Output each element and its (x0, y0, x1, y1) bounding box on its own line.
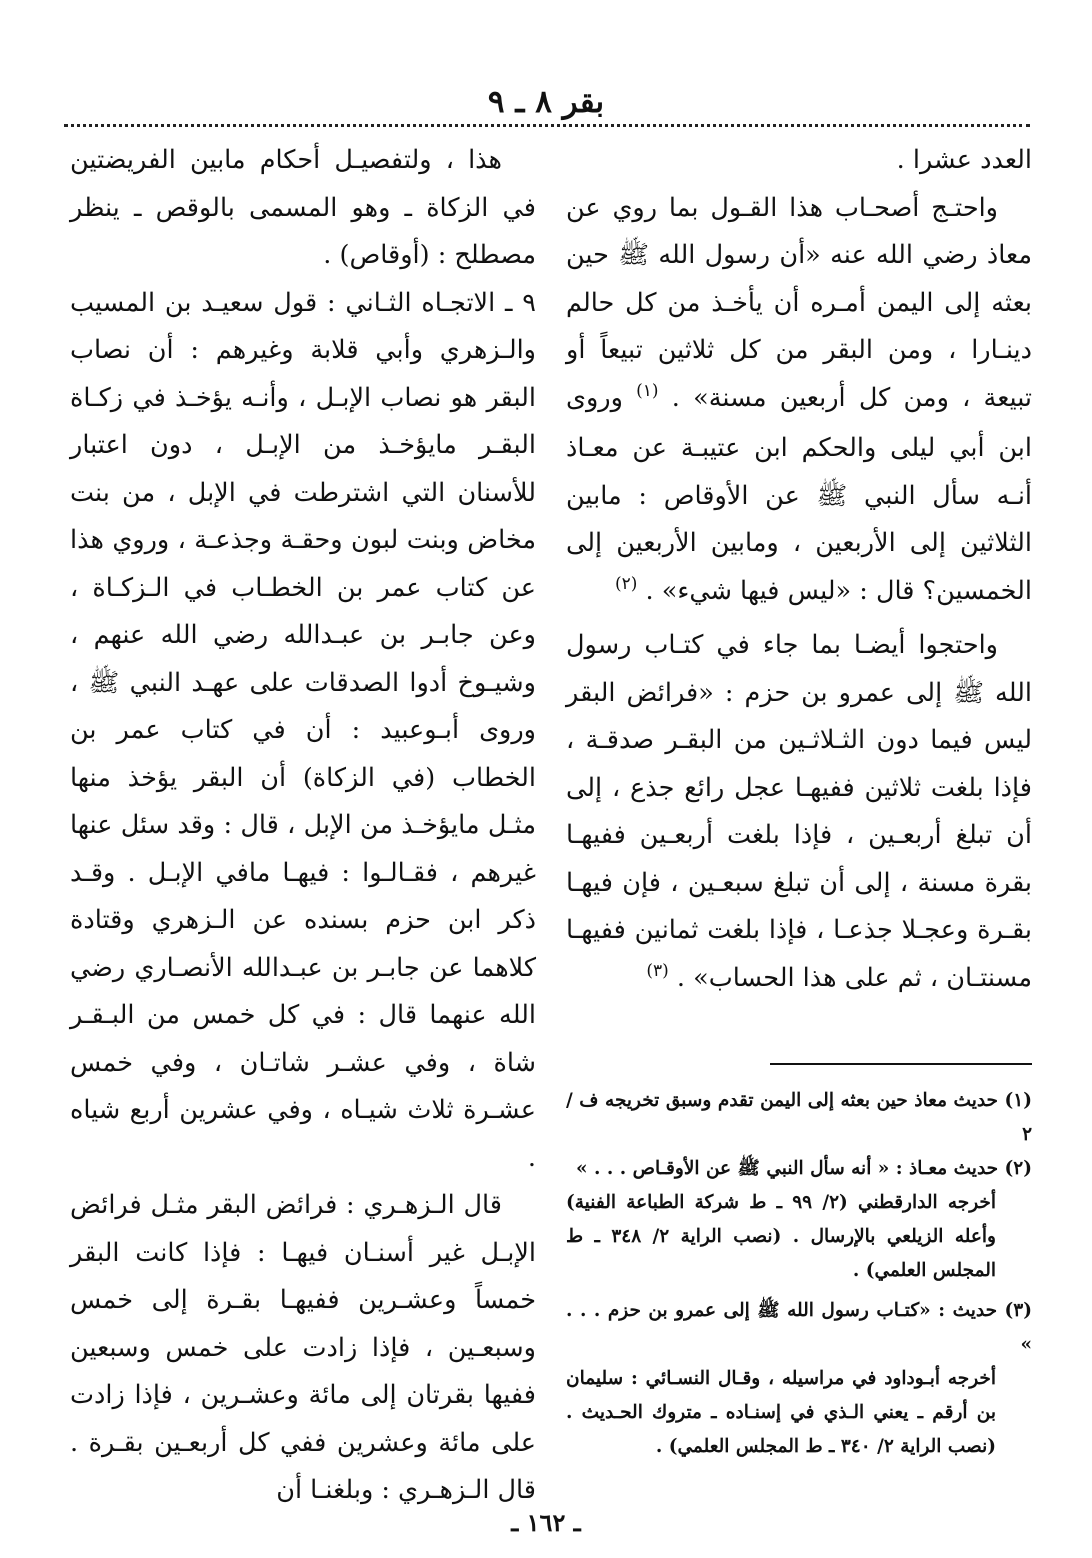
footnote-3: (٣) حديث : «كتـاب رسول الله ﷺ إلى عمرو بن حزم . . . » (566, 1300, 1032, 1355)
footnote-2-body: أخرجه الدارقطني (٢/ ٩٩ ـ ط شركة الطباعة الفنية) وأعله الزيلعي بالإرسال . (نصب الراية ٢/ ٣٤٨ ـ ط المجلس العلمي) . (566, 1192, 996, 1281)
header-dotted-rule (64, 124, 1030, 127)
footnotes (566, 1084, 1032, 1464)
paragraph: واحتـج أصحـاب هذا القـول بما روي عن معاذ رضي الله عنه «أن رسول الله ﷺ حين بعثه إلى اليمن أمـره أن يأخـذ من كل حالم دينـارا ، ومن البقر من كل ثلاثين تبيعاً أو تبيعة ، ومن كل أربعين مسنة» . $^{(١)}$ وروى ابن أبي ليلى والحكم ابن عتيبـة عن معـاذ أنـه سأل النبي ﷺ عن الأوقاص : مابين الثلاثين إلى الأربعين ، ومابين الأربعين إلى الخمسين؟ قال : «ليس فيها شيء» . $^{(٢)}$ (566, 192, 1033, 606)
paragraph: قال الـزهـري : فرائض البقر مثـل فرائض الإبـل غير أسنـان فيهـا : فإذا كانت البقر خمساً وعشـرين ففيهـا بقـرة إلى خمس وسبعـين ، فإذا زادت على خمس وسبعين ففيها بقرتان إلى مائة وعشـرين ، فإذا زادت على مائة وعشرين ففي كل أربعـين بقـرة . قال الـزهـري : وبلغنـا أن (70, 1190, 536, 1505)
paragraph: ٩ ـ الاتجـاه الثـاني : قول سعيـد بن المسيب والـزهري وأبي قلابة وغيرهم : أن نصاب البقر هو نصاب الإبـل ، وأنـه يؤخـذ في زكـاة البقـر مايؤخـذ من الإبـل ، دون اعتبار للأسنان التي اشترطت في الإبل ، من بنت مخاض وبنت لبون وحقـة وجذعـة ، وروي هذا عن كتاب عمر بن الخطـاب في الـزكـاة ، وعن جابـر بن عبـدالله رضي الله عنهم ، وشيـوخ أدوا الصدقات على عهـد النبي ﷺ ، وروى أبـوعبيد : أن في كتاب عمر بن الخطاب (في الزكاة) أن البقر يؤخذ منها مثـل مايؤخـذ من الإبل ، قال : وقد سئل عنها غيرهم ، فقـالـوا : فيهـا مافي الإبـل . وقـد ذكر ابن حزم بسنده عن الـزهري وقتادة كلاهما عن جابـر بن عبـدالله الأنصـاري رضي الله عنهما قال : في كل خمس من البـقـر شاة ، وفي عشـر شاتـان ، وفي خمس عشـرة ثلاث شيـاه ، وفي عشرين أربع شياه . (70, 287, 536, 1173)
footnote-ref[interactable]: (١) (636, 380, 659, 401)
footnote-ref[interactable]: (٣) (646, 960, 669, 981)
footnote-ref[interactable]: (٢) (615, 573, 638, 594)
page-number: ـ ١٦٢ ـ (511, 1508, 581, 1537)
right-text-column (566, 137, 1032, 1005)
paragraph: واحتجوا أيضـا بما جاء في كتـاب رسول الله ﷺ إلى عمرو بن حزم : «فرائض البقر ليس فيما دون الثـلاثـين من البقـر صدقـة ، فإذا بلغت ثلاثين ففيهـا عجل رائع جذع ، إلى أن تبلغ أربعـين ، فإذا بلغت أربعـين ففيهـا بقرة مسنة ، إلى أن تبلغ سبعـين ، فإن فيهـا بقـرة وعجـلا جذعـا ، فإذا بلغت ثمانين ففيهـا مسنتـان ، ثم على هذا الحساب» . $^{(٣)}$ (566, 630, 1032, 993)
footnote-separator (770, 1063, 1032, 1065)
footnote-1: (١) حديث معاذ حين بعثه إلى اليمن تقدم وسبق تخريجه ف / ٢ (566, 1090, 1032, 1145)
running-header: بقر ٨ ـ ٩ (487, 84, 605, 120)
footnote-3-body: أخرجه أبـوداود في مراسيله ، وقـال النسـائي : سليمان بن أرقم ـ يعني الـذي في إسنـاده ـ متروك الحـديث . (نصب الراية ٢/ ٣٤٠ ـ ط المجلس العلمي) . (566, 1368, 996, 1457)
paragraph: العدد عشرا . (896, 145, 1032, 175)
paragraph: هذا ، ولتفصيـل أحكام مابين الفريضتين في الزكاة ـ وهو المسمى بالوقص ـ ينظر مصطلح : (أوقاص) . (70, 145, 536, 270)
footnote-2: (٢) حديث معـاذ : « أنه سأل النبي ﷺ عن الأوقـاص . . . » (575, 1158, 1032, 1179)
left-text-column (70, 137, 536, 1515)
